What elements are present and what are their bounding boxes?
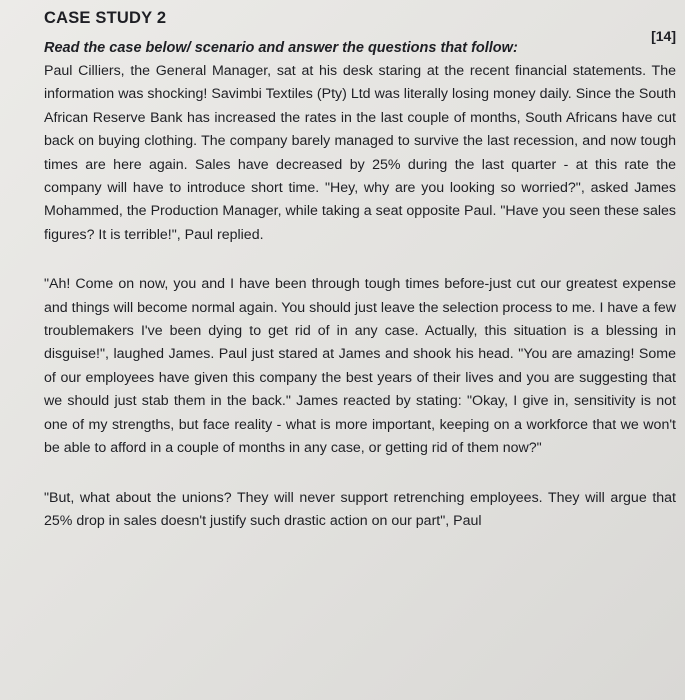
case-study-page (44, 6, 676, 533)
paragraph-2: "Ah! Come on now, you and I have been through tough times before-just cut our greatest expense and things will become normal again. You should just leave the selection process to me. I have a few troublemakers I've been dying to get rid of in any case. Actually, this situation is a blessing in disguise!", laughed James. Paul just stared at James and shook his head. "You are amazing! Some of our employees have given this company the best years of their lives and you are suggesting that we should just stab them in the back." James reacted by stating: "Okay, I give in, sensitivity is not one of my strengths, but face reality - what is more important, keeping on a workforce that we won't be able to afford in a couple of months in any case, or getting rid of them now?" (44, 276, 676, 457)
paragraph-3: "But, what about the unions? They will never support retrenching employees. They will argue that 25% drop in sales doesn't justify such drastic action on our part", Paul (44, 489, 676, 529)
case-study-title: CASE STUDY 2 (44, 9, 167, 27)
instruction-text: Read the case below/ scenario and answer the questions that follow: (44, 40, 518, 56)
marks-allocation: [14] (651, 28, 676, 44)
paragraph-1: Paul Cilliers, the General Manager, sat at his desk staring at the recent financial statements. The information was shocking! Savimbi Textiles (Pty) Ltd was literally losing money daily. Since the South African Reserve Bank has increased the rates in the last couple of months, South Africans have cut back on buying clothing. The company barely managed to survive the last recession, and now tough times are here again. Sales have decreased by 25% during the last quarter - at this rate the company will have to introduce short time. "Hey, why are you looking so worried?", asked James Mohammed, the Production Manager, while taking a seat opposite Paul. "Have you seen these sales figures? It is terrible!", Paul replied. (44, 63, 676, 243)
